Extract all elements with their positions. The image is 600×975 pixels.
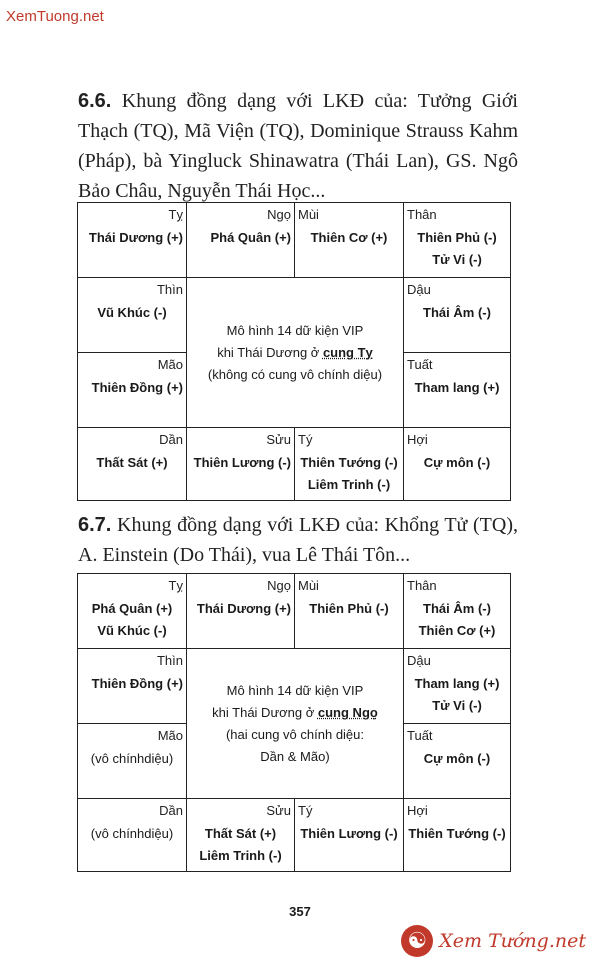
center-line: Mô hình 14 dữ kiện VIP <box>226 322 364 338</box>
palace-label: Tuất <box>407 357 433 372</box>
star-name: Thiên Phủ (-) <box>417 230 497 245</box>
star-name: Liêm Trinh (-) <box>307 477 391 492</box>
star-name: Tham lang (+) <box>414 676 500 691</box>
palace-tuat <box>403 723 510 798</box>
palace-label: Ngọ <box>267 578 291 593</box>
palace-suu <box>186 798 294 871</box>
star-name: Thiên Lương (-) <box>193 455 291 470</box>
chart-center-note <box>186 277 403 427</box>
palace-label: Tuất <box>407 728 433 743</box>
palace-ty-rat <box>294 798 403 871</box>
palace-label: Mão <box>157 357 183 372</box>
palace-label: Dần <box>159 803 183 818</box>
star-name: Thái Dương (+) <box>88 230 183 245</box>
star-name: Thất Sát (+) <box>204 826 277 841</box>
palace-hoi <box>403 798 510 871</box>
palace-ngo <box>186 203 294 277</box>
section-number: 6.7. <box>78 514 112 536</box>
palace-label: Tỵ <box>168 578 183 593</box>
center-highlight: cung Tỵ <box>322 344 373 360</box>
site-logo-text: Xem Tướng.net <box>439 930 586 952</box>
center-line: (hai cung vô chính diệu: <box>225 726 365 742</box>
palace-ty-rat <box>294 427 403 500</box>
palace-label: Sửu <box>266 803 291 818</box>
yin-yang-icon: ☯ <box>401 925 433 957</box>
center-line: khi Thái Dương ở cung Ngọ <box>212 704 378 720</box>
palace-label: Ngọ <box>267 207 291 222</box>
palace-label: Hợi <box>407 803 428 818</box>
palace-thin <box>78 277 186 352</box>
star-name: Thái Dương (+) <box>196 601 291 616</box>
page-number: 357 <box>289 904 311 919</box>
section-title: Khung đồng dạng với LKĐ của: Khổng Tử (TQ), A. Einstein (Do Thái), vua Lê Thái Tôn... <box>78 514 519 566</box>
center-line: Dần & Mão) <box>260 748 330 764</box>
star-name: Liêm Trinh (-) <box>199 848 282 863</box>
palace-label: Thân <box>407 207 437 222</box>
section-title: Khung đồng dạng với LKĐ của: Tưởng Giới Thạch (TQ), Mã Viện (TQ), Dominique Strauss Kahm (Pháp), bà Yingluck Shinawatra (Thái Lan), GS. Ngô Bảo Châu, Nguyễn Thái Học... <box>78 90 518 202</box>
star-name: Cự môn (-) <box>423 751 491 766</box>
star-name: Thái Âm (-) <box>423 601 491 616</box>
star-name: Phá Quân (+) <box>91 601 173 616</box>
palace-label: Dần <box>159 432 183 447</box>
star-name: (vô chínhdiệu) <box>90 826 174 841</box>
horoscope-chart <box>77 573 511 872</box>
palace-label: Thân <box>407 578 437 593</box>
star-name: Thiên Tướng (-) <box>300 455 398 470</box>
palace-label: Tý <box>298 432 313 447</box>
palace-label: Mão <box>157 728 183 743</box>
center-highlight: cung Ngọ <box>317 704 378 720</box>
palace-ngo <box>186 574 294 648</box>
star-name: (vô chínhdiệu) <box>90 751 174 766</box>
palace-label: Dậu <box>407 282 431 297</box>
star-name: Thái Âm (-) <box>423 305 491 320</box>
palace-tuat <box>403 352 510 427</box>
palace-than <box>403 203 510 277</box>
palace-mao <box>78 723 186 798</box>
palace-label: Tỵ <box>168 207 183 222</box>
palace-than <box>403 574 510 648</box>
star-name: Thiên Phủ (-) <box>309 601 389 616</box>
palace-label: Dậu <box>407 653 431 668</box>
palace-ty <box>78 574 186 648</box>
palace-label: Hợi <box>407 432 428 447</box>
palace-dan <box>78 427 186 500</box>
palace-ty <box>78 203 186 277</box>
star-name: Vũ Khúc (-) <box>97 623 167 638</box>
palace-mui <box>294 203 403 277</box>
palace-label: Thìn <box>156 282 183 297</box>
center-line: (không có cung vô chính diệu) <box>207 366 383 382</box>
palace-dau <box>403 277 510 352</box>
palace-label: Thìn <box>156 653 183 668</box>
star-name: Thất Sát (+) <box>96 455 168 470</box>
section-number: 6.6. <box>78 90 112 112</box>
star-name: Tử Vi (-) <box>432 698 482 713</box>
section-heading <box>78 510 518 570</box>
star-name: Tham lang (+) <box>414 380 500 395</box>
star-name: Thiên Đồng (+) <box>91 676 183 691</box>
star-name: Thiên Lương (-) <box>300 826 398 841</box>
palace-dau <box>403 648 510 723</box>
star-name: Tử Vi (-) <box>432 252 482 267</box>
palace-mui <box>294 574 403 648</box>
site-logo-top[interactable]: XemTuong.net <box>6 8 104 25</box>
star-name: Thiên Đồng (+) <box>91 380 183 395</box>
star-name: Vũ Khúc (-) <box>97 305 167 320</box>
star-name: Phá Quân (+) <box>210 230 291 245</box>
palace-label: Tý <box>298 803 313 818</box>
palace-label: Mùi <box>298 578 319 593</box>
center-line: Mô hình 14 dữ kiện VIP <box>226 682 364 698</box>
star-name: Cự môn (-) <box>423 455 491 470</box>
palace-mao <box>78 352 186 427</box>
chart-center-note <box>186 648 403 798</box>
palace-label: Sửu <box>266 432 291 447</box>
star-name: Thiên Tướng (-) <box>408 826 506 841</box>
palace-hoi <box>403 427 510 500</box>
center-line: khi Thái Dương ở cung Tỵ <box>217 344 373 360</box>
horoscope-chart <box>77 202 511 501</box>
section-heading <box>78 86 518 206</box>
star-name: Thiên Cơ (+) <box>418 623 496 638</box>
palace-suu <box>186 427 294 500</box>
palace-thin <box>78 648 186 723</box>
palace-label: Mùi <box>298 207 319 222</box>
palace-dan <box>78 798 186 871</box>
site-logo-bottom[interactable] <box>401 922 586 960</box>
star-name: Thiên Cơ (+) <box>310 230 388 245</box>
